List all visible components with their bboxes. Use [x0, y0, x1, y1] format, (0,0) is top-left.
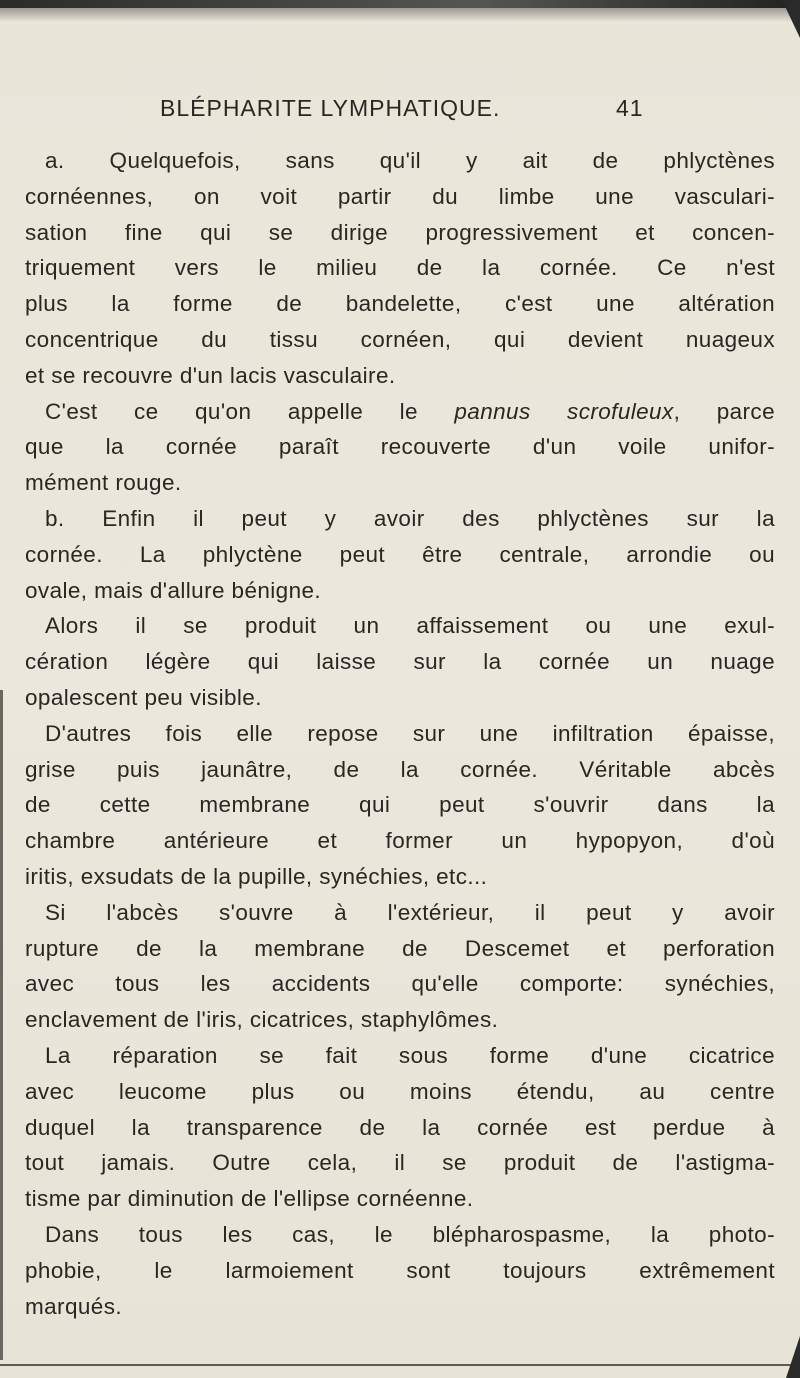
- text-line: avec tous les accidents qu'elle comporte: synéchies,: [25, 971, 775, 997]
- scan-bottom-edge: [0, 1364, 800, 1366]
- text-line: que la cornée paraît recouverte d'un voile unifor-: [25, 434, 775, 460]
- text-line: cornée. La phlyctène peut être centrale, arrondie ou: [25, 541, 775, 567]
- text-line: Dans tous les cas, le blépharospasme, la photo-: [45, 1221, 775, 1247]
- text-line-pannus: C'est ce qu'on appelle le pannus scrofuleux, parce: [45, 398, 775, 424]
- text-line: concentrique du tissu cornéen, qui devient nuageux: [25, 326, 775, 352]
- body-text: [25, 143, 775, 1324]
- text-line: tisme par diminution de l'ellipse cornéenne.: [25, 1186, 474, 1212]
- running-title: BLÉPHARITE LYMPHATIQUE.: [160, 95, 501, 121]
- text-line: La réparation se fait sous forme d'une cicatrice: [45, 1042, 775, 1068]
- text-line: opalescent peu visible.: [25, 684, 262, 710]
- scan-corner-top: [782, 0, 800, 38]
- scan-top-shadow: [0, 8, 800, 22]
- text-line: b. Enfin il peut y avoir des phlyctènes sur la: [45, 505, 775, 531]
- text-line: mément rouge.: [25, 470, 182, 496]
- text-line: cornéennes, on voit partir du limbe une vasculari-: [25, 183, 775, 209]
- text-line: tout jamais. Outre cela, il se produit de l'astigma-: [25, 1150, 775, 1176]
- scan-corner-bottom: [786, 1336, 800, 1378]
- text-line: D'autres fois elle repose sur une infiltration épaisse,: [45, 720, 775, 746]
- text-line: sation fine qui se dirige progressivement et concen-: [25, 219, 775, 245]
- text-line: grise puis jaunâtre, de la cornée. Véritable abcès: [25, 756, 775, 782]
- text-line: avec leucome plus ou moins étendu, au centre: [25, 1078, 775, 1104]
- scan-left-edge: [0, 690, 3, 1360]
- text-line: iritis, exsudats de la pupille, synéchies, etc...: [25, 863, 488, 889]
- text-line: et se recouvre d'un lacis vasculaire.: [25, 362, 396, 388]
- text-line: Alors il se produit un affaissement ou une exul-: [45, 613, 775, 639]
- text-line: rupture de la membrane de Descemet et perforation: [25, 935, 775, 961]
- text-line: cération légère qui laisse sur la cornée un nuage: [25, 649, 775, 675]
- text-line: de cette membrane qui peut s'ouvrir dans la: [25, 792, 775, 818]
- text-line: enclavement de l'iris, cicatrices, staphylômes.: [25, 1007, 499, 1033]
- text-line: duquel la transparence de la cornée est perdue à: [25, 1114, 775, 1140]
- page-number: 41: [616, 95, 644, 121]
- text-line: phobie, le larmoiement sont toujours extrêmement: [25, 1257, 775, 1283]
- text-line: Si l'abcès s'ouvre à l'extérieur, il peut y avoir: [45, 899, 775, 925]
- text-line: a. Quelquefois, sans qu'il y ait de phlyctènes: [45, 148, 775, 173]
- text-line: triquement vers le milieu de la cornée. Ce n'est: [25, 255, 775, 281]
- text-line: ovale, mais d'allure bénigne.: [25, 577, 322, 603]
- text-line: chambre antérieure et former un hypopyon, d'où: [25, 828, 775, 854]
- text-line: marqués.: [25, 1293, 122, 1319]
- text-line: plus la forme de bandelette, c'est une altération: [25, 291, 775, 317]
- scan-top-edge: [0, 0, 800, 8]
